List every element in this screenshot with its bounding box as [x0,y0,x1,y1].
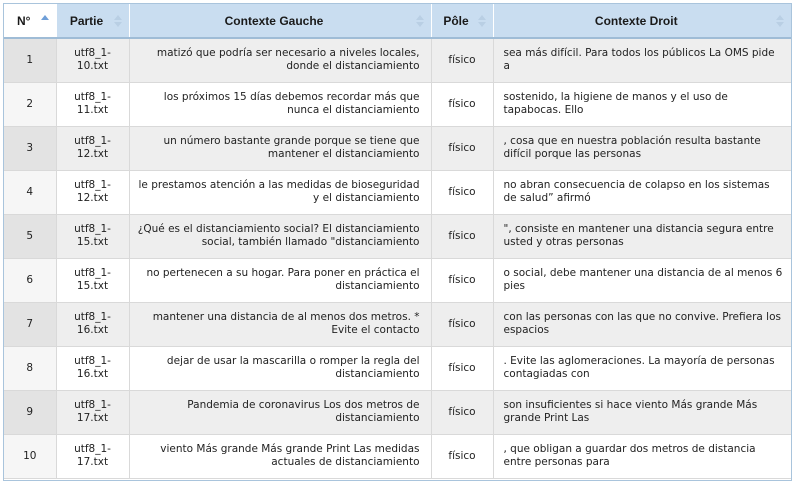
cell-partie: utf8_1-15.txt [56,258,129,302]
table-header-row [4,4,791,38]
column-header-contexte-gauche[interactable] [129,4,431,38]
cell-num: 2 [4,82,56,126]
cell-contexte-gauche: dejar de usar la mascarilla o romper la regla del distanciamiento [129,346,431,390]
sort-icon [416,14,424,28]
column-header-label: Contexte Gauche [224,13,324,28]
cell-num: 8 [4,346,56,390]
column-header-label: Pôle [443,13,469,28]
cell-contexte-gauche: ¿Qué es el distanciamiento social? El distanciamiento social, también llamado "distanciamiento [129,214,431,258]
cell-partie: utf8_1-17.txt [56,434,129,478]
cell-num: 10 [4,434,56,478]
cell-partie: utf8_1-11.txt [56,82,129,126]
cell-contexte-droit: , que obligan a guardar dos metros de distancia entre personas para [493,434,791,478]
cell-pole: físico [431,38,493,82]
cell-pole: físico [431,126,493,170]
column-header-label: Contexte Droit [594,13,678,28]
sort-ascending-icon [41,14,49,28]
cell-pole: físico [431,214,493,258]
cell-num: 1 [4,38,56,82]
cell-num: 3 [4,126,56,170]
cell-contexte-droit: ", consiste en mantener una distancia segura entre usted y otras personas [493,214,791,258]
table-row[interactable] [4,346,791,390]
cell-contexte-gauche: matizó que podría ser necesario a niveles locales, donde el distanciamiento [129,38,431,82]
column-header-label: N° [17,13,31,28]
cell-partie: utf8_1-10.txt [56,38,129,82]
cell-pole: físico [431,82,493,126]
cell-contexte-gauche: le prestamos atención a las medidas de bioseguridad y el distanciamiento [129,170,431,214]
cell-partie: utf8_1-12.txt [56,126,129,170]
concordance-table-container [3,3,792,481]
cell-pole: físico [431,258,493,302]
cell-contexte-gauche: no pertenecen a su hogar. Para poner en práctica el distanciamiento [129,258,431,302]
table-row[interactable] [4,258,791,302]
concordance-table [4,4,791,479]
column-header-label: Partie [69,13,104,28]
column-header-contexte-droit[interactable] [493,4,791,38]
cell-partie: utf8_1-17.txt [56,390,129,434]
cell-pole: físico [431,390,493,434]
table-row[interactable] [4,390,791,434]
cell-contexte-gauche: Pandemia de coronavirus Los dos metros de distanciamiento [129,390,431,434]
cell-num: 6 [4,258,56,302]
cell-contexte-droit: o social, debe mantener una distancia de al menos 6 pies [493,258,791,302]
table-row[interactable] [4,38,791,82]
cell-contexte-gauche: los próximos 15 días debemos recordar más que nunca el distanciamiento [129,82,431,126]
column-header-num[interactable] [4,4,56,38]
cell-partie: utf8_1-16.txt [56,346,129,390]
table-row[interactable] [4,302,791,346]
cell-num: 4 [4,170,56,214]
column-header-pole[interactable] [431,4,493,38]
column-header-partie[interactable] [56,4,129,38]
cell-num: 5 [4,214,56,258]
table-row[interactable] [4,170,791,214]
cell-contexte-gauche: mantener una distancia de al menos dos metros. * Evite el contacto [129,302,431,346]
cell-contexte-droit: son insuficientes si hace viento Más grande Más grande Print Las [493,390,791,434]
cell-contexte-droit: con las personas con las que no convive. Prefiera los espacios [493,302,791,346]
table-row[interactable] [4,82,791,126]
cell-contexte-droit: sea más difícil. Para todos los públicos La OMS pide a [493,38,791,82]
sort-icon [478,14,486,28]
cell-partie: utf8_1-12.txt [56,170,129,214]
cell-contexte-gauche: un número bastante grande porque se tiene que mantener el distanciamiento [129,126,431,170]
table-row[interactable] [4,126,791,170]
cell-contexte-droit: . Evite las aglomeraciones. La mayoría de personas contagiadas con [493,346,791,390]
cell-contexte-droit: no abran consecuencia de colapso en los sistemas de salud” afirmó [493,170,791,214]
cell-num: 9 [4,390,56,434]
cell-partie: utf8_1-16.txt [56,302,129,346]
sort-icon [776,14,784,28]
cell-pole: físico [431,170,493,214]
cell-pole: físico [431,346,493,390]
sort-icon [114,14,122,28]
cell-contexte-gauche: viento Más grande Más grande Print Las medidas actuales de distanciamiento [129,434,431,478]
cell-contexte-droit: , cosa que en nuestra población resulta bastante difícil porque las personas [493,126,791,170]
table-row[interactable] [4,214,791,258]
cell-pole: físico [431,302,493,346]
table-row[interactable] [4,434,791,478]
cell-pole: físico [431,434,493,478]
cell-partie: utf8_1-15.txt [56,214,129,258]
cell-num: 7 [4,302,56,346]
cell-contexte-droit: sostenido, la higiene de manos y el uso de tapabocas. Ello [493,82,791,126]
